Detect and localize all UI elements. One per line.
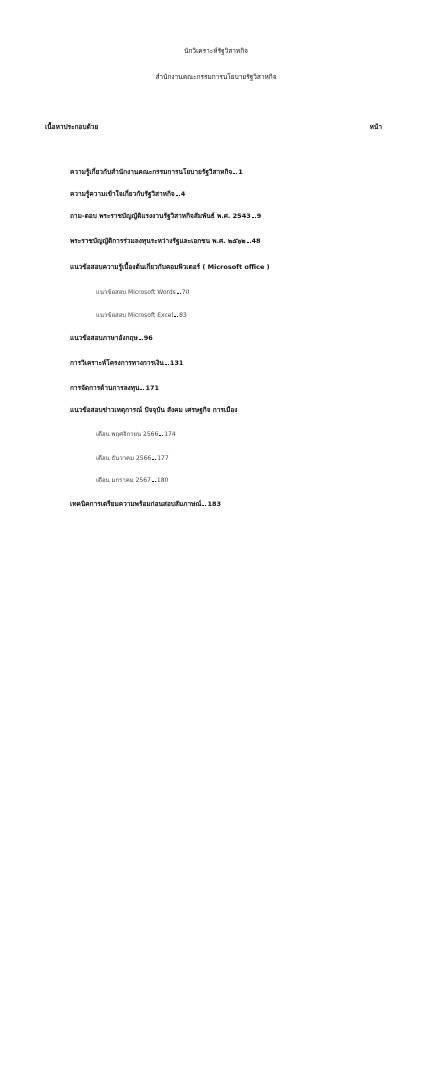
toc-page-number: 131 [169, 359, 184, 367]
toc-entry [70, 406, 237, 415]
toc-page-number: 9 [256, 212, 262, 220]
toc-dot-leader [233, 173, 237, 174]
toc-page-number: 4 [180, 190, 186, 198]
toc-entry-label: เดือน มกราคม 2567 [96, 477, 151, 484]
toc-page-number: 96 [143, 334, 153, 342]
toc-page-number: 70 [181, 289, 190, 296]
toc-dot-leader [152, 481, 156, 482]
toc-entry-label: แนวข้อสอบภาษาอังกฤษ [70, 334, 138, 342]
toc-dot-leader [177, 293, 181, 294]
toc-entry [70, 500, 382, 1076]
toc-entry-label: แนวข้อสอบ Microsoft Words [96, 289, 176, 296]
toc-page-number: 177 [157, 455, 169, 462]
toc-dot-leader [174, 316, 178, 317]
toc-page-number: 83 [179, 312, 187, 319]
toc-page-number: 1 [238, 168, 243, 176]
document-title: นักวิเคราะห์รัฐวิสาหกิจ [184, 47, 248, 55]
toc-header-page-label: หน้า [369, 123, 382, 131]
toc-entry [70, 263, 270, 272]
document-subtitle: สำนักงานคณะกรรมการนโยบายรัฐวิสาหกิจ [155, 73, 277, 81]
toc-dot-leader [247, 242, 251, 243]
toc-dot-leader [202, 505, 206, 506]
toc-entry-label: เดือน พฤศจิกายน 2566 [96, 431, 159, 438]
toc-entry-label: ความรู้เกี่ยวกับสำนักงานคณะกรรมการนโยบายรัฐวิสาหกิจ [70, 168, 233, 176]
toc-page-number: 171 [145, 384, 160, 392]
toc-dot-leader [165, 364, 169, 365]
toc-entry-label: แนวข้อสอบข่าวเหตุการณ์ ปัจจุบัน สังคม เศรษฐกิจ การเมือง [70, 406, 238, 414]
toc-entry-label: ถาม-ตอบ พระราชบัญญัติแรงงานรัฐวิสาหกิจสัมพันธ์ พ.ศ. 2543 [70, 212, 251, 220]
toc-dot-leader [139, 339, 143, 340]
toc-dot-leader [252, 217, 256, 218]
toc-entry-label: เดือน ธันวาคม 2566 [96, 455, 152, 462]
toc-entry-label: การจัดการด้านการลงทุน [70, 384, 140, 392]
toc-header-contents-label: เนื้อหาประกอบด้วย [45, 123, 99, 131]
toc-dot-leader [176, 195, 180, 196]
toc-entry-label: การวิเคราะห์โครงการทางการเงิน [70, 359, 164, 367]
toc-page-number: 183 [207, 500, 222, 508]
toc-dot-leader [152, 459, 156, 460]
toc-entry-label: แนวข้อสอบ Microsoft Excel [96, 312, 174, 319]
toc-dot-leader [159, 435, 163, 436]
toc-page-number: 174 [164, 431, 176, 438]
toc-page-number: 180 [156, 477, 169, 484]
toc-entry-label: พระราชบัญญัติการร่วมลงทุนระหว่างรัฐและเอกชน พ.ศ. ๒๕๖๒ [70, 237, 246, 245]
toc-page-number: 48 [251, 237, 261, 245]
toc-entry-label: ความรู้ความเข้าใจเกี่ยวกับรัฐวิสาหกิจ [70, 190, 175, 198]
toc-entry-label: แนวข้อสอบความรู้เบื้องต้นเกี่ยวกับคอมพิวเตอร์ ( Microsoft office ) [70, 263, 270, 271]
toc-dot-leader [140, 389, 144, 390]
toc-entry-label: เทคนิคการเตรียมความพร้อมก่อนสอบสัมภาษณ์ [70, 500, 202, 508]
